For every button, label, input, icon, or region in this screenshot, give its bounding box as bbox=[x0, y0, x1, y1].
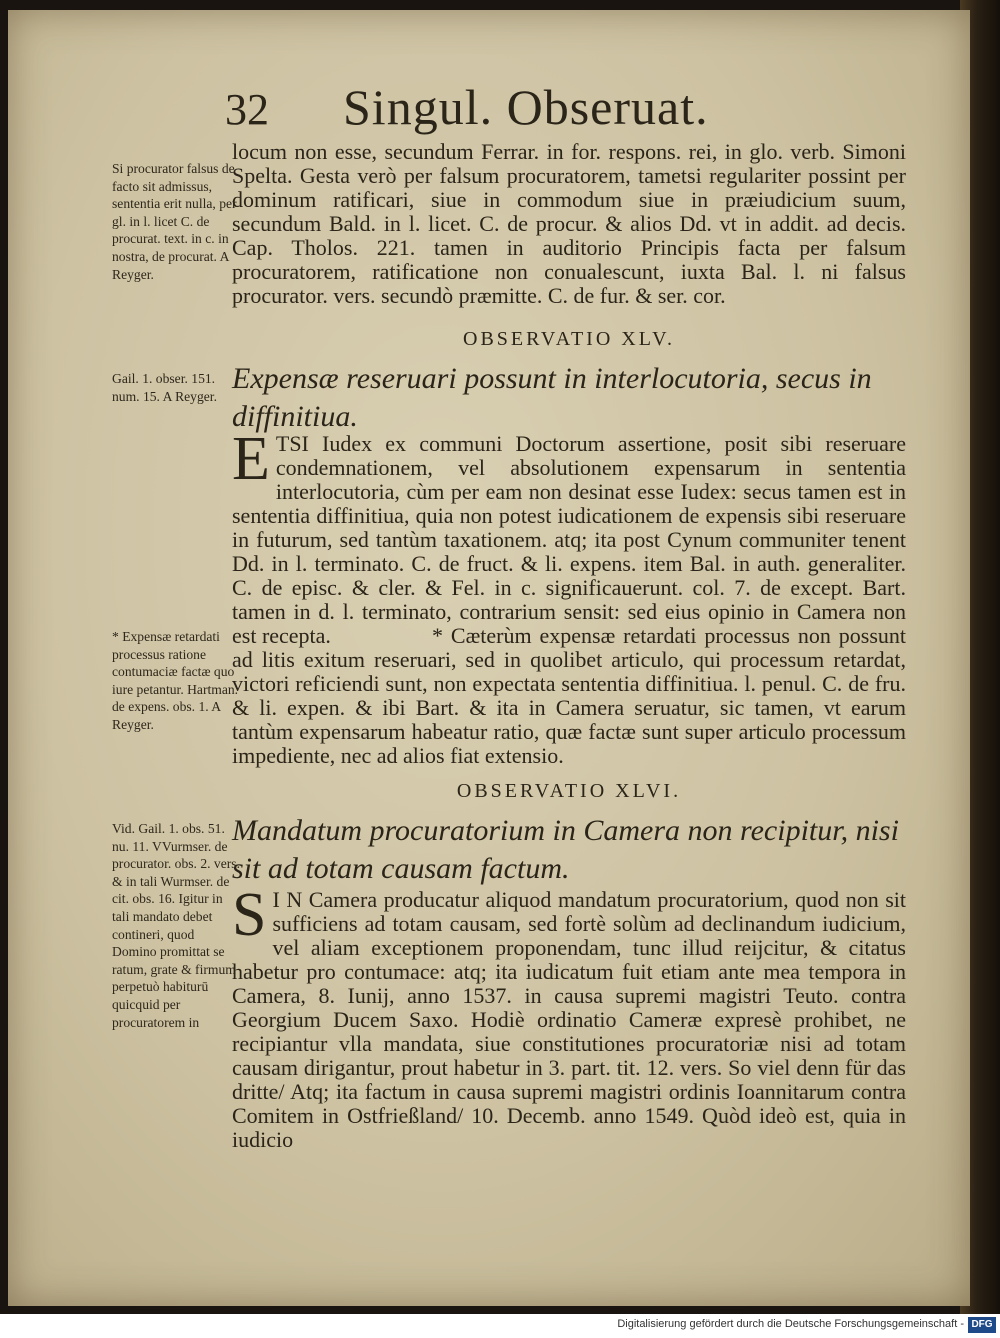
observatio-46-body bbox=[232, 881, 906, 1152]
observatio-45-body-1 bbox=[232, 425, 906, 648]
observatio-45-heading: OBSERVATIO XLV. bbox=[463, 328, 675, 350]
observatio-45-body-2: * Cæterùm expensæ retardati processus non possunt ad litis exitum reseruari, sed in quolibet articulo, qui processum retardat, victori reficiendi sunt, non expectata sententia diffinitiua. l. penul. C. de fru. & li. expen. & ibi Bart. & ita in Camera seruatur, sic tamen, vt earum tantùm expensarum habeatur ratio, quæ factæ sunt super articulo processum impediente, nec ad alios fiat extensio. bbox=[232, 623, 906, 768]
observatio-46-body-text: I N Camera producatur aliquod mandatum procuratorium, quod non sit sufficiens ad totam causam, sed fortè solùm ad declinandum iudicium, vel aliam exceptionem proponendam, tunc illud reijcitur, & citatus habetur pro contumace: atq; ita iudicatum fuit etiam ante mea tempora in Camera, 8. Iunij, anno 1537. in causa supremi magistri Teuto. contra Georgium Ducem Saxo. Hodiè ordinatio Cameræ expresè prohibet, ne recipiantur vlla mandata, siue constitutiones procuratoriæ nisi ad totam causam dirigantur, prout habetur in 3. part. tit. 12. vers. So viel denn für das dritte/ Atq; ita factum in causa supremi magistri ordinis Ioannitarum contra Comitem in Ostfrießland/ 10. Decemb. anno 1549. Quòd ideò est, quia in iudicio bbox=[232, 887, 906, 1152]
drop-cap-s: S bbox=[232, 881, 267, 949]
page-header bbox=[225, 78, 709, 136]
drop-cap-e: E bbox=[232, 425, 270, 493]
footer-bar bbox=[0, 1314, 1000, 1338]
observatio-46-title: Mandatum procuratorium in Camera non recipitur, nisi sit ad totam causam factum. bbox=[232, 814, 899, 885]
margin-note-gail-vurmser: Vid. Gail. 1. obs. 51. nu. 11. VVurmser. de procurator. obs. 2. vers. & in tali Wurmser. de cit. obs. 16. Igitur in tali mandato debet contineri, quod Domino promittat se ratum, grate & firmum perpetuò habiturū quicquid per procuratorem in bbox=[112, 821, 240, 1030]
observatio-45-body-1-text: TSI Iudex ex communi Doctorum assertione, posit sibi reseruare condemnationem, vel absolutionem expensarum in sententia interlocutoria, cùm per eam non desinat esse Iudex: secus tamen est in sententia diffinitiua, quia non potest iudicationem de expensis sibi reseruare in futurum, sed tantùm taxationem. atq; ita post Cynum communiter tenent Dd. in l. terminato. C. de fruct. & li. expens. item Bal. in auth. generaliter. C. de episc. & cler. & Fel. in c. significauerunt. col. 7. de except. Bart. tamen in d. l. terminato, contrarium sensit: sed eius opinio in Camera non est recepta. bbox=[232, 431, 906, 648]
margin-note-expensae: * Expensæ retardati processus ratione contumaciæ factæ quo iure petantur. Hartman. de expens. obs. 1. A Reyger. bbox=[112, 629, 239, 732]
margin-note-falsus-procurator: Si procurator falsus de facto sit admissus, sententia erit nulla, per gl. in l. licet C. de procurat. text. in c. in nostra, de procurat. A Reyger. bbox=[112, 161, 237, 282]
page-number: 32 bbox=[225, 85, 269, 134]
observatio-45-title: Expensæ reseruari possunt in interlocutoria, secus in diffinitiua. bbox=[232, 362, 872, 433]
margin-note-gail-1: Gail. 1. obser. 151. num. 15. A Reyger. bbox=[112, 371, 217, 404]
main-text-block-1: locum non esse, secundum Ferrar. in for. respons. rei, in glo. verb. Simoni Spelta. Gesta verò per falsum procuratorem, tametsi regulariter possint per dominum ratificari, siue in commodum siue in præiudicium suum, secundum Bald. in l. licet. C. de procur. & alios Dd. vt in addit. ad decis. Cap. Tholos. 221. tamen in auditorio Principis facta per falsum procuratorem, ratificatione non conualescunt, iuxta Bal. l. ni falsus procurator. vers. secundò præmitte. C. de fur. & ser. cor. bbox=[232, 139, 906, 308]
footer-credit: Digitalisierung gefördert durch die Deutsche Forschungsgemeinschaft - bbox=[617, 1318, 964, 1330]
dfg-logo: DFG bbox=[968, 1317, 996, 1333]
running-title: Singul. Obseruat. bbox=[343, 79, 709, 135]
observatio-46-heading: OBSERVATIO XLVI. bbox=[456, 780, 682, 802]
